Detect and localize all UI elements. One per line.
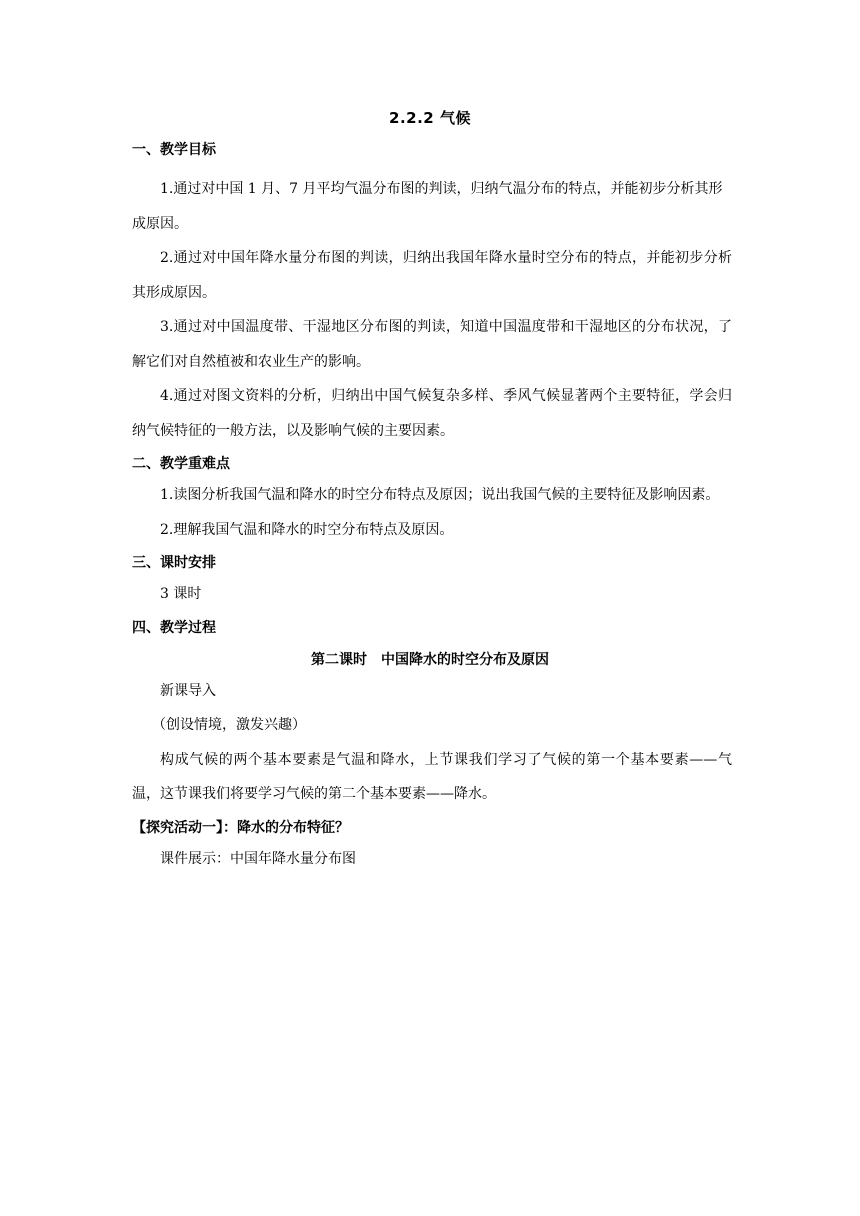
intro-text: 构成气候的两个基本要素是气温和降水，上节课我们学习了气候的第一个基本要素——气温，这节课我们将要学习气候的第二个基本要素——降水。 — [132, 751, 732, 802]
document-page — [128, 108, 732, 876]
objectives-heading: 一、教学目标 — [132, 142, 216, 158]
objective-item-1: 1.通过对中国 1 月、7 月平均气温分布图的判读，归纳气温分布的特点，并能初步分析其形成原因。 — [132, 181, 723, 232]
lesson-title: 第二课时 中国降水的时空分布及原因 — [311, 651, 549, 668]
activity-title: 【探究活动一】：降水的分布特征？ — [132, 819, 349, 836]
key-point-item-1: 1.读图分析我国气温和降水的时空分布特点及原因；说出我国气候的主要特征及影响因素。 — [160, 487, 720, 503]
key-points-heading: 二、教学重难点 — [132, 456, 230, 472]
intro-label: 新课导入 — [160, 682, 216, 699]
objective-item-4: 4.通过对图文资料的分析，归纳出中国气候复杂多样、季风气候显著两个主要特征，学会归纳气候特征的一般方法，以及影响气候的主要因素。 — [132, 388, 732, 439]
intro-note: （创设情境，激发兴趣） — [152, 717, 306, 733]
schedule-text: 3 课时 — [160, 586, 202, 602]
schedule-heading: 三、课时安排 — [132, 555, 216, 571]
key-point-item-2: 2.理解我国气温和降水的时空分布特点及原因。 — [160, 521, 454, 538]
objective-item-2: 2.通过对中国年降水量分布图的判读，归纳出我国年降水量时空分布的特点，并能初步分析其形成原因。 — [132, 250, 732, 301]
courseware-text: 课件展示：中国年降水量分布图 — [160, 850, 356, 867]
document-title: 2.2.2 气候 — [389, 109, 471, 127]
process-heading: 四、教学过程 — [132, 619, 216, 636]
objective-item-3: 3.通过对中国温度带、干湿地区分布图的判读，知道中国温度带和干湿地区的分布状况，了解它们对自然植被和农业生产的影响。 — [132, 319, 732, 370]
